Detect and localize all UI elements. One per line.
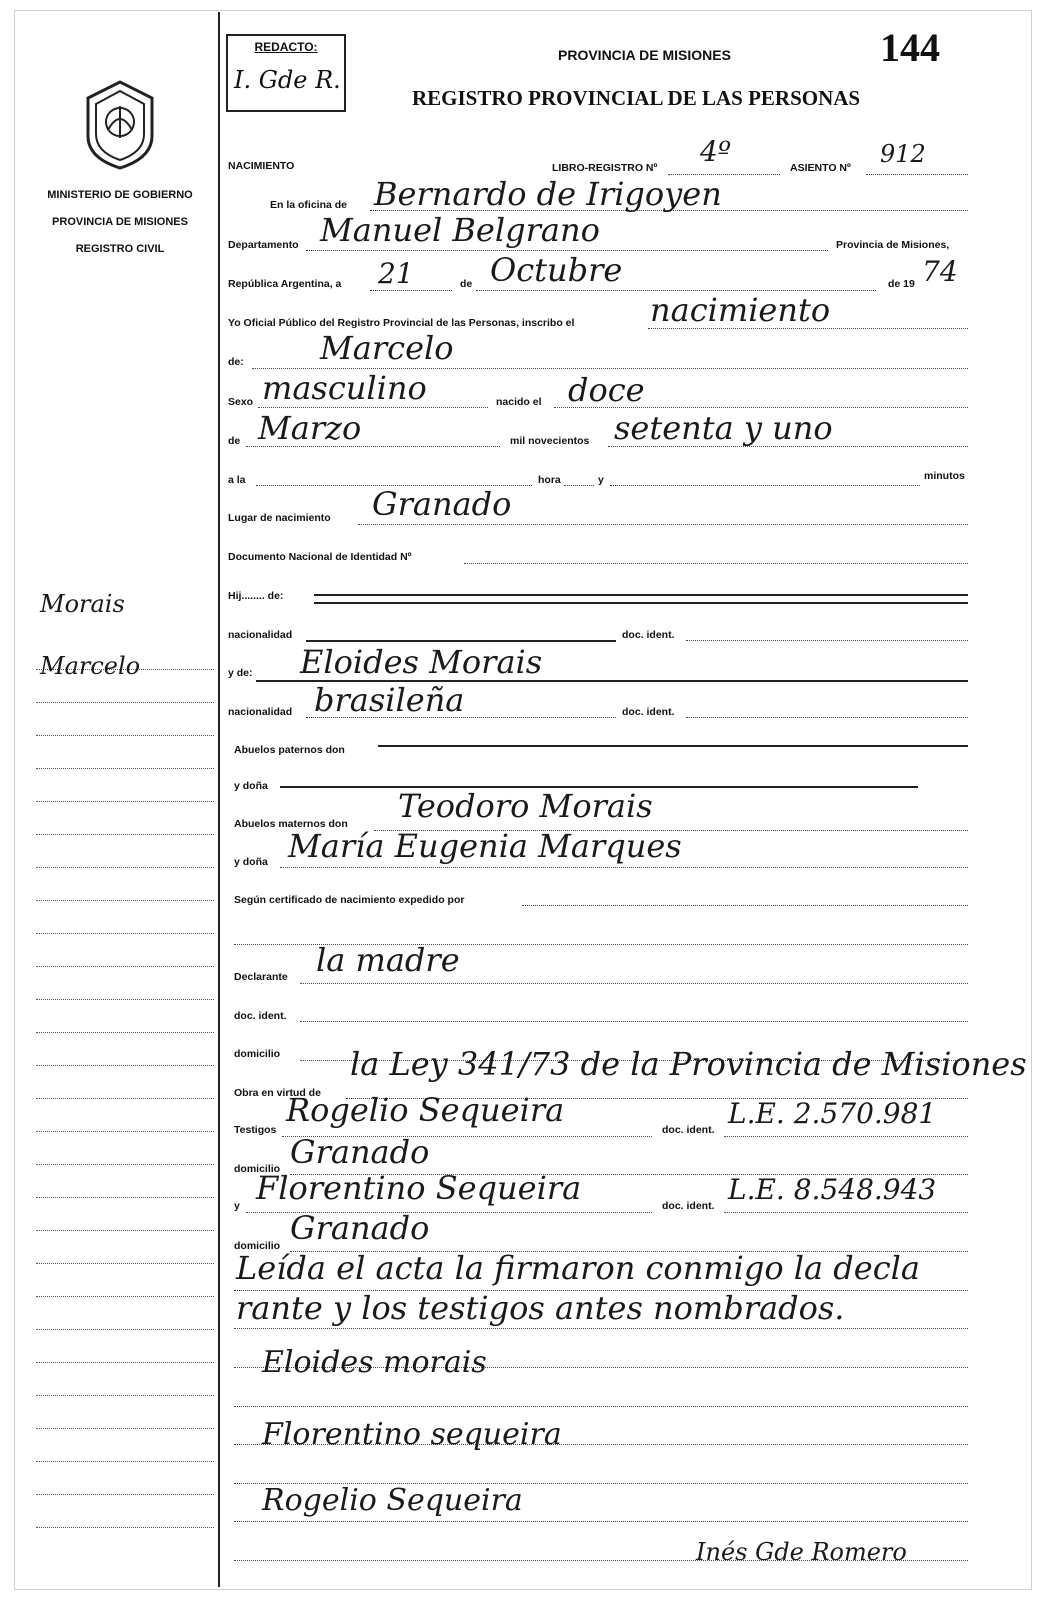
value-nacido: doce — [568, 371, 645, 409]
label-doc-ident-4: doc. ident. — [662, 1124, 715, 1136]
label-de19: de 19 — [888, 278, 915, 290]
label-lugar: Lugar de nacimiento — [228, 512, 331, 524]
label-nacimiento: NACIMIENTO — [228, 160, 295, 172]
value-testigo-1: Rogelio Sequeira — [286, 1091, 565, 1129]
value-doc-1: L.E. 2.570.981 — [728, 1097, 937, 1130]
label-doc-ident-1: doc. ident. — [622, 629, 675, 641]
coat-of-arms-icon — [80, 78, 160, 170]
label-de-mes: de — [228, 435, 241, 447]
label-domicilio-1: domicilio — [234, 1048, 281, 1060]
label-y-dona-1: y doña — [234, 780, 268, 792]
value-nacionalidad-madre: brasileña — [314, 681, 465, 719]
label-y-2: y — [234, 1200, 240, 1212]
label-minutos: minutos — [924, 470, 965, 482]
value-lugar: Granado — [372, 485, 512, 523]
value-declarante: la madre — [316, 941, 460, 979]
value-obra: la Ley 341/73 de la Provincia de Misiones — [350, 1045, 1027, 1083]
label-sexo: Sexo — [228, 396, 254, 408]
margin-surname: Morais — [40, 590, 125, 618]
label-documento: Documento Nacional de Identidad Nº — [228, 551, 412, 563]
label-de-nombre: de: — [228, 356, 244, 368]
label-domicilio-2: domicilio — [234, 1163, 281, 1175]
header-province: PROVINCIA DE MISIONES — [558, 47, 731, 63]
value-libro: 4º — [700, 135, 731, 168]
label-nacionalidad-1: nacionalidad — [228, 629, 293, 641]
label-nacido: nacido el — [496, 396, 542, 408]
value-testigo-2: Florentino Sequeira — [256, 1169, 582, 1207]
value-inscribo: nacimiento — [650, 291, 831, 329]
label-doc-ident-3: doc. ident. — [234, 1010, 287, 1022]
label-asiento: ASIENTO Nº — [790, 162, 851, 174]
value-dia: 21 — [378, 257, 414, 290]
signature-eloides: Eloides morais — [262, 1345, 487, 1380]
label-y: y — [598, 474, 604, 486]
ministry-province: PROVINCIA DE MISIONES — [52, 216, 188, 228]
label-doc-ident-5: doc. ident. — [662, 1200, 715, 1212]
label-y-dona-2: y doña — [234, 856, 268, 868]
value-sexo: masculino — [262, 369, 427, 407]
value-mes: Octubre — [490, 251, 623, 289]
value-domicilio-testigo-1: Granado — [290, 1133, 430, 1171]
label-republica: República Argentina, a — [228, 278, 342, 290]
page-number: 144 — [880, 25, 940, 70]
label-obra: Obra en virtud de — [234, 1087, 321, 1099]
label-abuelos-paternos: Abuelos paternos don — [234, 744, 345, 756]
label-provincia: Provincia de Misiones, — [836, 239, 950, 251]
label-hij: Hij........ de: — [228, 590, 284, 602]
margin-given-name: Marcelo — [40, 652, 141, 680]
value-anio: 74 — [922, 255, 958, 288]
signature-officer: Inés Gde Romero — [696, 1538, 907, 1566]
ministry-block — [20, 182, 220, 263]
label-abuelos-maternos: Abuelos maternos don — [234, 818, 348, 830]
value-madre: Eloides Morais — [300, 643, 543, 681]
column-divider — [218, 12, 220, 1587]
label-nacionalidad-2: nacionalidad — [228, 706, 293, 718]
redacto-box — [226, 34, 346, 112]
label-segun: Según certificado de nacimiento expedido por — [234, 894, 465, 906]
label-libro: LIBRO-REGISTRO Nº — [552, 162, 658, 174]
signature-rogelio: Rogelio Sequeira — [262, 1483, 523, 1518]
redacto-label: REDACTO: — [254, 40, 318, 54]
ministry-civil: REGISTRO CIVIL — [75, 243, 165, 255]
label-inscribo: Yo Oficial Público del Registro Provincial de las Personas, inscribo el — [228, 317, 575, 329]
value-doc-2: L.E. 8.548.943 — [728, 1173, 937, 1206]
value-anio-nac: setenta y uno — [614, 409, 833, 447]
label-testigos: Testigos — [234, 1124, 277, 1136]
label-a-la: a la — [228, 474, 246, 486]
label-declarante: Declarante — [234, 971, 288, 983]
label-departamento: Departamento — [228, 239, 299, 251]
label-doc-ident-2: doc. ident. — [622, 706, 675, 718]
value-domicilio-testigo-2: Granado — [290, 1209, 430, 1247]
label-y-de: y de: — [228, 667, 253, 679]
value-oficina: Bernardo de Irigoyen — [374, 175, 722, 213]
note-line-2: rante y los testigos antes nombrados. — [236, 1289, 845, 1327]
redacto-value: I. Gde R. — [234, 66, 341, 94]
registry-title: REGISTRO PROVINCIAL DE LAS PERSONAS — [412, 86, 861, 110]
label-de: de — [460, 278, 473, 290]
signature-florentino: Florentino sequeira — [262, 1417, 562, 1452]
value-departamento: Manuel Belgrano — [320, 211, 600, 249]
margin-lines — [36, 637, 214, 1528]
value-asiento: 912 — [880, 140, 926, 168]
value-abuela-materna: María Eugenia Marques — [288, 827, 682, 865]
label-oficina: En la oficina de — [270, 199, 348, 211]
value-mes-nac: Marzo — [258, 409, 362, 447]
value-abuelo-materno: Teodoro Morais — [398, 787, 653, 825]
label-mil: mil novecientos — [510, 435, 590, 447]
ministry-name: MINISTERIO DE GOBIERNO — [47, 189, 193, 201]
label-hora: hora — [538, 474, 561, 486]
note-line-1: Leída el acta la firmaron conmigo la decla — [236, 1249, 920, 1287]
value-nombre: Marcelo — [320, 329, 454, 367]
label-domicilio-3: domicilio — [234, 1240, 281, 1252]
